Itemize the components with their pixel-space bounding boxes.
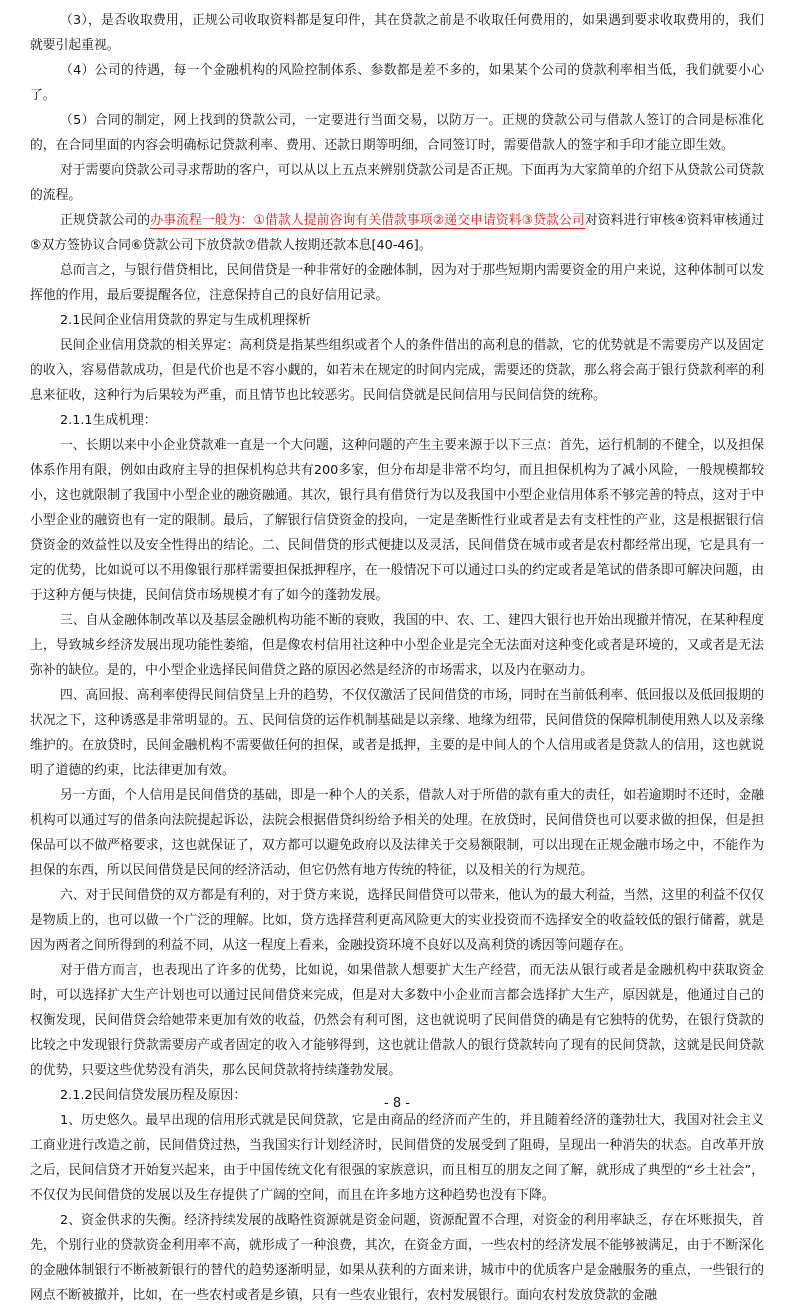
paragraph-conclusion: 总而言之，与银行借贷相比，民间借贷是一种非常好的金融体制，因为对于那些短期内需要资金的用户来说，这种体制可以发挥他的作用，最后要提醒各位，注意保持自己的良好信用记录。 — [30, 263, 764, 303]
paragraph-summary-intro: 对于需要向贷款公司寻求帮助的客户，可以从以上五点来辨别贷款公司是否正规。下面再为大家简单的介绍下从贷款公司贷款的流程。 — [30, 163, 764, 203]
paragraph-mechanism-3: 三、自从金融体制改革以及基层金融机构功能不断的衰败，我国的中、农、工、建四大银行也开始出现撤并情况，在某种程度上，导致城乡经济发展出现功能性萎缩，但是像农村信用社这种中小型企业是完全无法面对这种变化或者是环境的，又或者是无法弥补的缺位。是的，中小型企业选择民间借贷之路的原因必然是经济的市场需求，以及内在驱动力。 — [30, 613, 764, 678]
section-heading-2-1-2: 2.1.2民间信贷发展历程及原因： — [60, 1088, 247, 1103]
page-number: - 8 - — [384, 1096, 410, 1111]
paragraph-imbalance: 2、资金供求的失衡。经济持续发展的战略性资源就是资金问题，资源配置不合理，对资金的利用率缺乏，存在坏账损失，首先，个别行业的贷款资金利用率不高，就形成了一种浪费，其次，在资金方面，一些农村的经济发展不能够被满足，由于不断深化的金融体制银行不断被新银行的替代的趋势逐渐明显，如果从获利的方面来讲，城市中的优质客户是金融服务的重点，一些银行的网点不断被撤并，比如，在一些农村或者是乡镇，只有一些农业银行，农村发展银行。面向农村发放贷款的金融 — [30, 1213, 764, 1303]
document-page — [30, 8, 764, 1308]
section-heading-2-1-1: 2.1.1生成机理： — [60, 413, 157, 428]
paragraph-contract: （5）合同的制定，网上找到的贷款公司，一定要进行当面交易，以防万一。正规的贷款公司与借款人签订的合同是标准化的，在合同里面的内容会明确标记贷款利率、费用、还款日期等明细，合同签订时，需要借款人的签字和手印才能立即生效。 — [30, 113, 764, 153]
paragraph-history: 1、历史悠久。最早出现的信用形式就是民间贷款，它是由商品的经济而产生的，并且随着经济的蓬勃壮大，我国对社会主义工商业进行改造之前，民间借贷过热，当我国实行计划经济时，民间借贷的发展受到了阻碍，呈现出一种消失的状态。自改革开放之后，民间信贷才开始复兴起来，由于中国传统文化有很强的家族意识，而且相互的朋友之间了解，就形成了典型的“乡土社会”，不仅仅为民间借贷的发展以及生存提供了广阔的空间，而且在许多地方这种趋势也没有下降。 — [30, 1113, 764, 1203]
paragraph-definition: 民间企业信用贷款的相关界定：高利贷是指某些组织或者个人的条件借出的高利息的借款，它的优势就是不需要房产以及固定的收入，容易借款成功，但是代价也是不容小觑的，如若未在规定的时间内完成，需要还的贷款，那么将会高于银行贷款利率的利息来征收，这种行为后果较为严重，而且情节也比较恶劣。民间信贷就是民间信用与民间信贷的统称。 — [30, 338, 764, 403]
paragraph-borrower: 对于借方而言，也表现出了许多的优势，比如说，如果借款人想要扩大生产经营，而无法从银行或者是金融机构中获取资金时，可以选择扩大生产计划也可以通过民间借贷来完成，但是对大多数中小企业而言都会选择扩大生产，原因就是，他通过自己的权衡发现，民间借贷会给她带来更加有效的收益，仍然会有利可图，这也就说明了民间借贷的确是有它独特的优势，在银行贷款的比较之中发现银行贷款需要房产或者固定的收入才能够得到，这也就让借款人的银行贷款转向了现有的民间贷款，这就是民间贷款的优势，只要这些优势没有消失，那么民间贷款将持续蓬勃发展。 — [30, 963, 764, 1078]
paragraph-mechanism-6: 六、对于民间借贷的双方都是有利的，对于贷方来说，选择民间借贷可以带来，他认为的最大利益，当然，这里的利益不仅仅是物质上的，也可以做一个广泛的理解。比如，贷方选择营利更高风险更大的实业投资而不选择安全的收益较低的银行储蓄，就是因为两者之间所得到的利益不同，从这一程度上看来，金融投资环境不良好以及高利贷的诱因等问题存在。 — [30, 888, 764, 953]
paragraph-mechanism-4-5: 四、高回报、高利率使得民间信贷呈上升的趋势，不仅仅激活了民间借贷的市场，同时在当前低利率、低回报以及低回报期的状况之下，这种诱惑是非常明显的。五、民间信贷的运作机制基础是以亲缘、地缘为纽带，民间借贷的保障机制使用熟人以及亲缘维护的。在放贷时，民间金融机构不需要做任何的担保，或者是抵押，主要的是中间人的个人信用或者是贷款人的信用，这也就说明了道德的约束，比法律更加有效。 — [30, 688, 764, 778]
section-heading-2-1: 2.1民间企业信用贷款的界定与生成机理探析 — [60, 313, 311, 328]
paragraph-mechanism-1-2: 一、长期以来中小企业贷款难一直是一个大问题，这种问题的产生主要来源于以下三点：首先，运行机制的不健全，以及担保体系作用有限，例如由政府主导的担保机构总共有200多家，但分布却是非常不均匀，而且担保机构为了减小风险，一般规模都较小，这也就限制了我国中小型企业的融资融通。其次，银行具有借贷行为以及我国中小型企业信用体系不够完善的特点，这对于中小型企业的融资也有一定的限制。最后，了解银行信贷资金的投向，一定是垄断性行业或者是去有支柱性的产业，这是根据银行信贷资金的效益性以及安全性得出的结论。二、民间借贷的形式便捷以及灵活，民间借贷在城市或者是农村都经常出现，它是具有一定的优势，比如说可以不用像银行那样需要担保抵押程序，在一般情况下可以通过口头的约定或者是笔试的借条即可解决问题，由于这种方便与快捷，民间信贷市场规模才有了如今的蓬勃发展。 — [30, 438, 764, 603]
process-suffix: 对资料进行审核④资料审核通过⑤双方签协议合同⑥贷款公司下放贷款⑦借款人按期还款本息[40-46]。 — [30, 213, 765, 253]
paragraph-loan-process — [30, 208, 764, 258]
paragraph-company-treatment: （4）公司的待遇，每一个金融机构的风险控制体系、参数都是差不多的，如果某个公司的贷款利率相当低，我们就要小心了。 — [30, 63, 764, 103]
process-prefix: 正规贷款公司的 — [60, 213, 151, 228]
paragraph-personal-credit: 另一方面，个人信用是民间借贷的基础，即是一种个人的关系，借款人对于所借的款有重大的责任，如若逾期时不还时，金融机构可以通过写的借条向法院提起诉讼，法院会根据借贷纠纷给予相关的处理。在放贷时，民间借贷也可以要求做的担保，但是担保品可以不做严格要求，这也就保证了，双方都可以避免政府以及法律关于交易额限制，可以出现在正规金融市场之中，不能作为担保的东西，所以民间借贷是民间的经济活动，但它仍然有地方传统的特征，以及相关的行为规范。 — [30, 788, 764, 878]
paragraph-fee-check: （3），是否收取费用，正规公司收取资料都是复印件，其在贷款之前是不收取任何费用的，如果遇到要求收取费用的，我们就要引起重视。 — [30, 13, 764, 53]
process-highlight: 办事流程一般为：①借款人提前咨询有关借款事项②递交申请资料③贷款公司 — [150, 213, 585, 228]
